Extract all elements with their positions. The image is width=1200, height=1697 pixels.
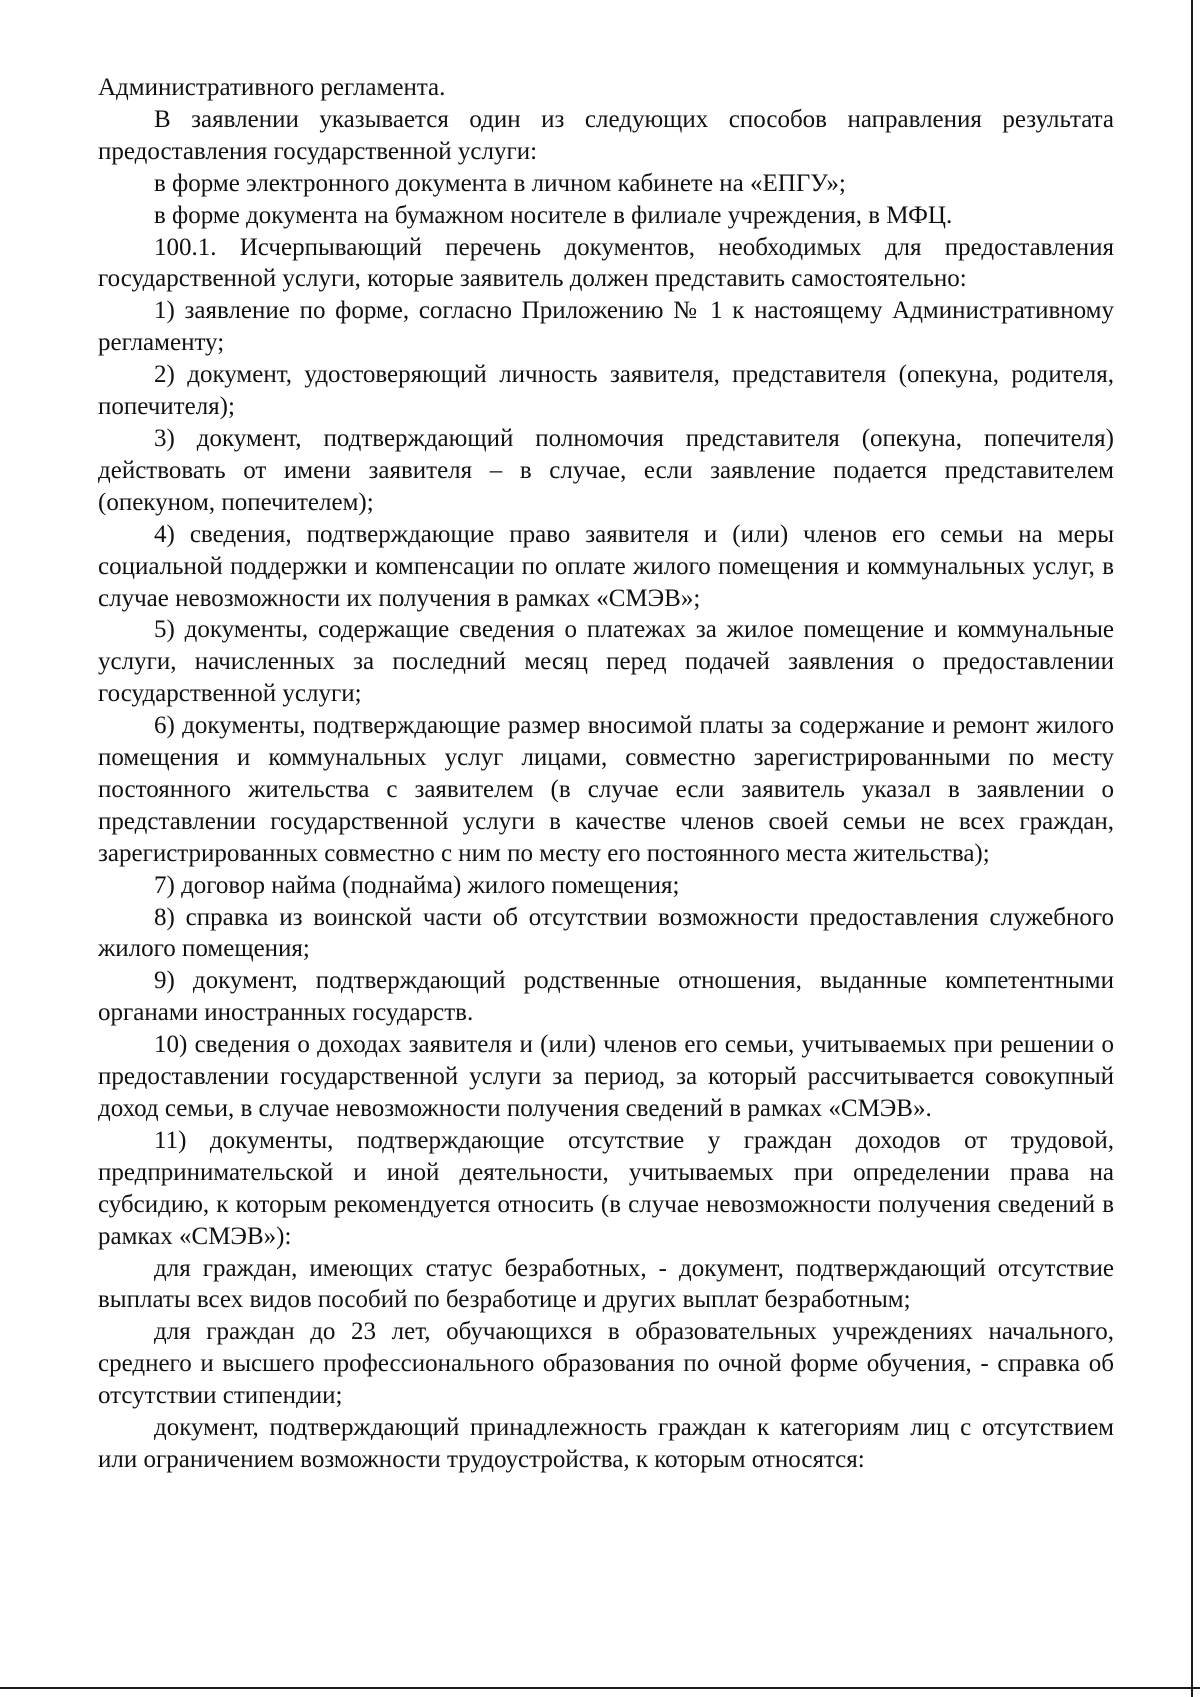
- paragraph: в форме документа на бумажном носителе в филиале учреждения, в МФЦ.: [154, 201, 953, 229]
- list-item: 8) справка из воинской части об отсутствии возможности предоставления служебного жилого помещения;: [98, 903, 1114, 963]
- list-item: 9) документ, подтверждающий родственные отношения, выданные компетентными органами иностранных государств.: [98, 967, 1114, 1027]
- list-item: 5) документы, содержащие сведения о платежах за жилое помещение и коммунальные услуги, начисленных за последний месяц перед подачей заявления о предоставлении государственной услуги;: [98, 616, 1114, 708]
- list-item: 3) документ, подтверждающий полномочия представителя (опекуна, попечителя) действовать от имени заявителя – в случае, если заявление подается представителем (опекуном, попечителем);: [98, 424, 1114, 516]
- list-item: 10) сведения о доходах заявителя и (или) членов его семьи, учитываемых при решении о предоставлении государственной услуги за период, за который рассчитывается совокупный доход семьи, в случае невозможности получения сведений в рамках «СМЭВ».: [98, 1031, 1114, 1122]
- list-item: 2) документ, удостоверяющий личность заявителя, представителя (опекуна, родителя, попечителя);: [98, 361, 1114, 421]
- list-item: 1) заявление по форме, согласно Приложению № 1 к настоящему Административному регламенту;: [98, 297, 1114, 357]
- paragraph: документ, подтверждающий принадлежность граждан к категориям лиц с отсутствием или ограничением возможности трудоустройства, к которым относятся:: [98, 1414, 1114, 1473]
- paragraph: в форме электронного документа в личном кабинете на «ЕПГУ»;: [154, 169, 846, 197]
- document-body: [98, 72, 1114, 1476]
- paragraph: для граждан, имеющих статус безработных, - документ, подтверждающий отсутствие выплаты всех видов пособий по безработице и других выплат безработным;: [98, 1254, 1114, 1314]
- paragraph: В заявлении указывается один из следующих способов направления результата предоставления государственной услуги:: [98, 105, 1114, 165]
- page-bottom-border: [0, 1687, 1200, 1689]
- list-item: 7) договор найма (поднайма) жилого помещения;: [154, 871, 680, 899]
- page-right-border: [1191, 0, 1193, 1697]
- list-item: 4) сведения, подтверждающие право заявителя и (или) членов его семьи на меры социальной поддержки и компенсации по оплате жилого помещения и коммунальных услуг, в случае невозможности их получения в рамках «СМЭВ»;: [98, 520, 1114, 612]
- paragraph: Административного регламента.: [98, 74, 446, 101]
- list-item: 6) документы, подтверждающие размер вносимой платы за содержание и ремонт жилого помещения и коммунальных услуг лицами, совместно зарегистрированными по месту постоянного жительства с заявителем (в случае если заявитель указал в заявлении о представлении государственной услуги в качестве членов своей семьи не всех граждан, зарегистрированных совместно с ним по месту его постоянного места жительства);: [98, 712, 1114, 867]
- list-item: 11) документы, подтверждающие отсутствие у граждан доходов от трудовой, предпринимательской и иной деятельности, учитываемых при определении права на субсидию, к которым рекомендуется относить (в случае невозможности получения сведений в рамках «СМЭВ»):: [98, 1126, 1114, 1250]
- paragraph: 100.1. Исчерпывающий перечень документов, необходимых для предоставления государственной услуги, которые заявитель должен представить самостоятельно:: [98, 233, 1114, 293]
- paragraph: для граждан до 23 лет, обучающихся в образовательных учреждениях начального, среднего и высшего профессионального образования по очной форме обучения, - справка об отсутствии стипендии;: [98, 1318, 1114, 1410]
